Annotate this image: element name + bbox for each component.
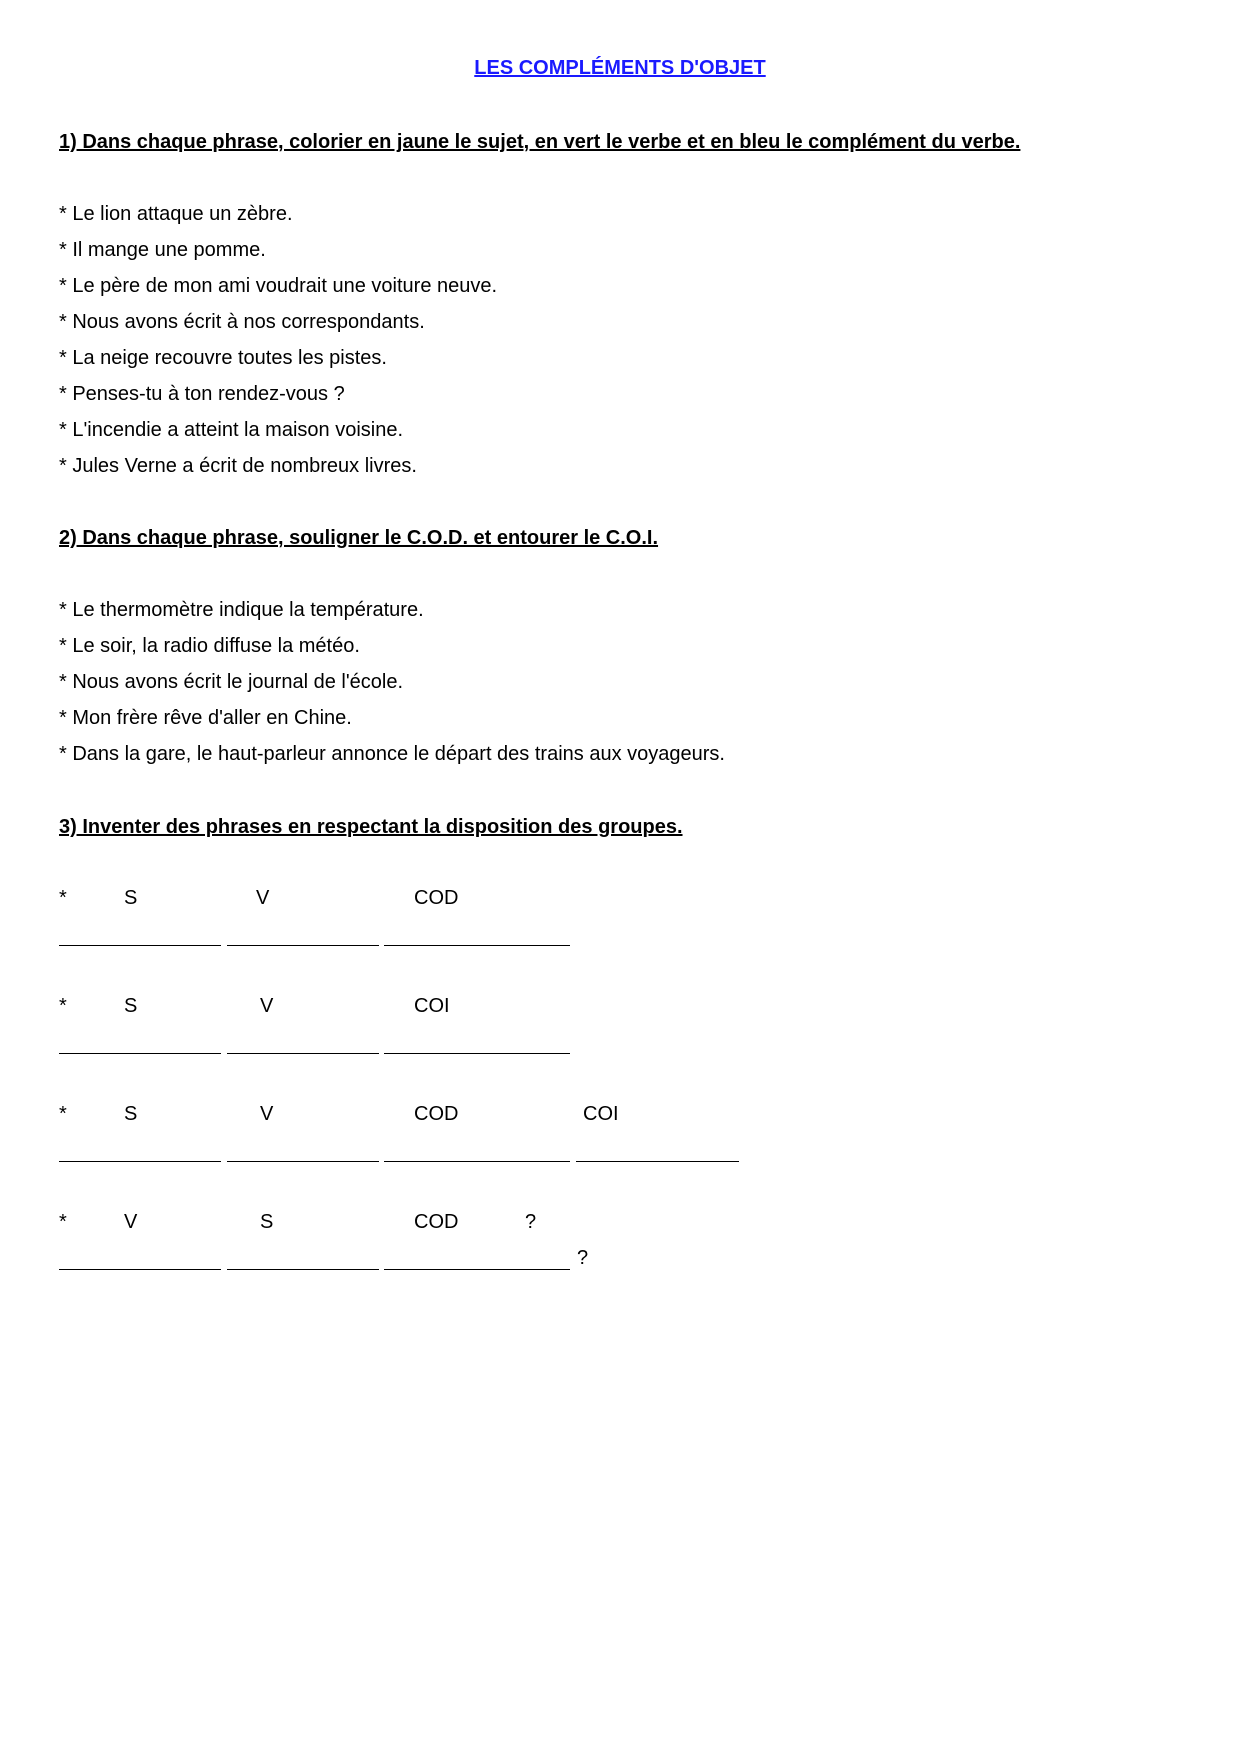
exercise-1-sentence: * L'incendie a atteint la maison voisine. (59, 419, 404, 441)
exercise-1-sentence: * Le lion attaque un zèbre. (59, 203, 293, 225)
exercise-1-sentence: * La neige recouvre toutes les pistes. (59, 347, 387, 369)
answer-blank[interactable] (384, 1053, 570, 1054)
answer-blank[interactable] (384, 1269, 570, 1270)
answer-blank[interactable] (59, 1053, 221, 1054)
exercise-1-sentence: * Il mange une pomme. (59, 239, 266, 261)
exercise-2-heading: 2) Dans chaque phrase, souligner le C.O.D. et entourer le C.O.I. (59, 527, 659, 549)
group-label-cod: COD (414, 1103, 459, 1125)
exercise-2-sentence: * Nous avons écrit le journal de l'école. (59, 671, 404, 693)
group-label-cod: COD (414, 1211, 459, 1233)
answer-blank[interactable] (59, 1269, 221, 1270)
exercise-1-sentence: * Penses-tu à ton rendez-vous ? (59, 383, 345, 405)
answer-blank[interactable] (59, 945, 221, 946)
answer-blank[interactable] (227, 1161, 379, 1162)
group-label-verb: V (124, 1211, 138, 1233)
bullet-marker: * (59, 1211, 67, 1233)
bullet-marker: * (59, 887, 67, 909)
exercise-3-heading: 3) Inventer des phrases en respectant la disposition des groupes. (59, 816, 683, 838)
answer-blank[interactable] (59, 1161, 221, 1162)
bullet-marker: * (59, 995, 67, 1017)
answer-blank[interactable] (384, 945, 570, 946)
group-label-coi: COI (414, 995, 450, 1017)
answer-blank[interactable] (227, 945, 379, 946)
question-mark-label: ? (525, 1211, 537, 1233)
group-label-subject: S (124, 1103, 138, 1125)
answer-blank[interactable] (576, 1161, 739, 1162)
group-label-subject: S (260, 1211, 274, 1233)
group-label-subject: S (124, 995, 138, 1017)
group-label-subject: S (124, 887, 138, 909)
group-label-verb: V (256, 887, 270, 909)
exercise-1-sentence: * Jules Verne a écrit de nombreux livres. (59, 455, 417, 477)
exercise-1-sentence: * Le père de mon ami voudrait une voiture neuve. (59, 275, 498, 297)
answer-blank[interactable] (227, 1053, 379, 1054)
exercise-2-sentence: * Mon frère rêve d'aller en Chine. (59, 707, 352, 729)
group-label-verb: V (260, 1103, 274, 1125)
exercise-2-sentence: * Le thermomètre indique la température. (59, 599, 424, 621)
exercise-2-sentence: * Le soir, la radio diffuse la météo. (59, 635, 360, 657)
question-mark-end: ? (577, 1247, 589, 1269)
page-title: LES COMPLÉMENTS D'OBJET (474, 57, 766, 79)
bullet-marker: * (59, 1103, 67, 1125)
answer-blank[interactable] (384, 1161, 570, 1162)
group-label-verb: V (260, 995, 274, 1017)
exercise-1-heading: 1) Dans chaque phrase, colorier en jaune le sujet, en vert le verbe et en bleu le complément du verbe. (59, 131, 1021, 153)
group-label-cod: COD (414, 887, 459, 909)
answer-blank[interactable] (227, 1269, 379, 1270)
group-label-coi: COI (583, 1103, 619, 1125)
exercise-1-sentence: * Nous avons écrit à nos correspondants. (59, 311, 425, 333)
exercise-2-sentence: * Dans la gare, le haut-parleur annonce le départ des trains aux voyageurs. (59, 743, 725, 765)
